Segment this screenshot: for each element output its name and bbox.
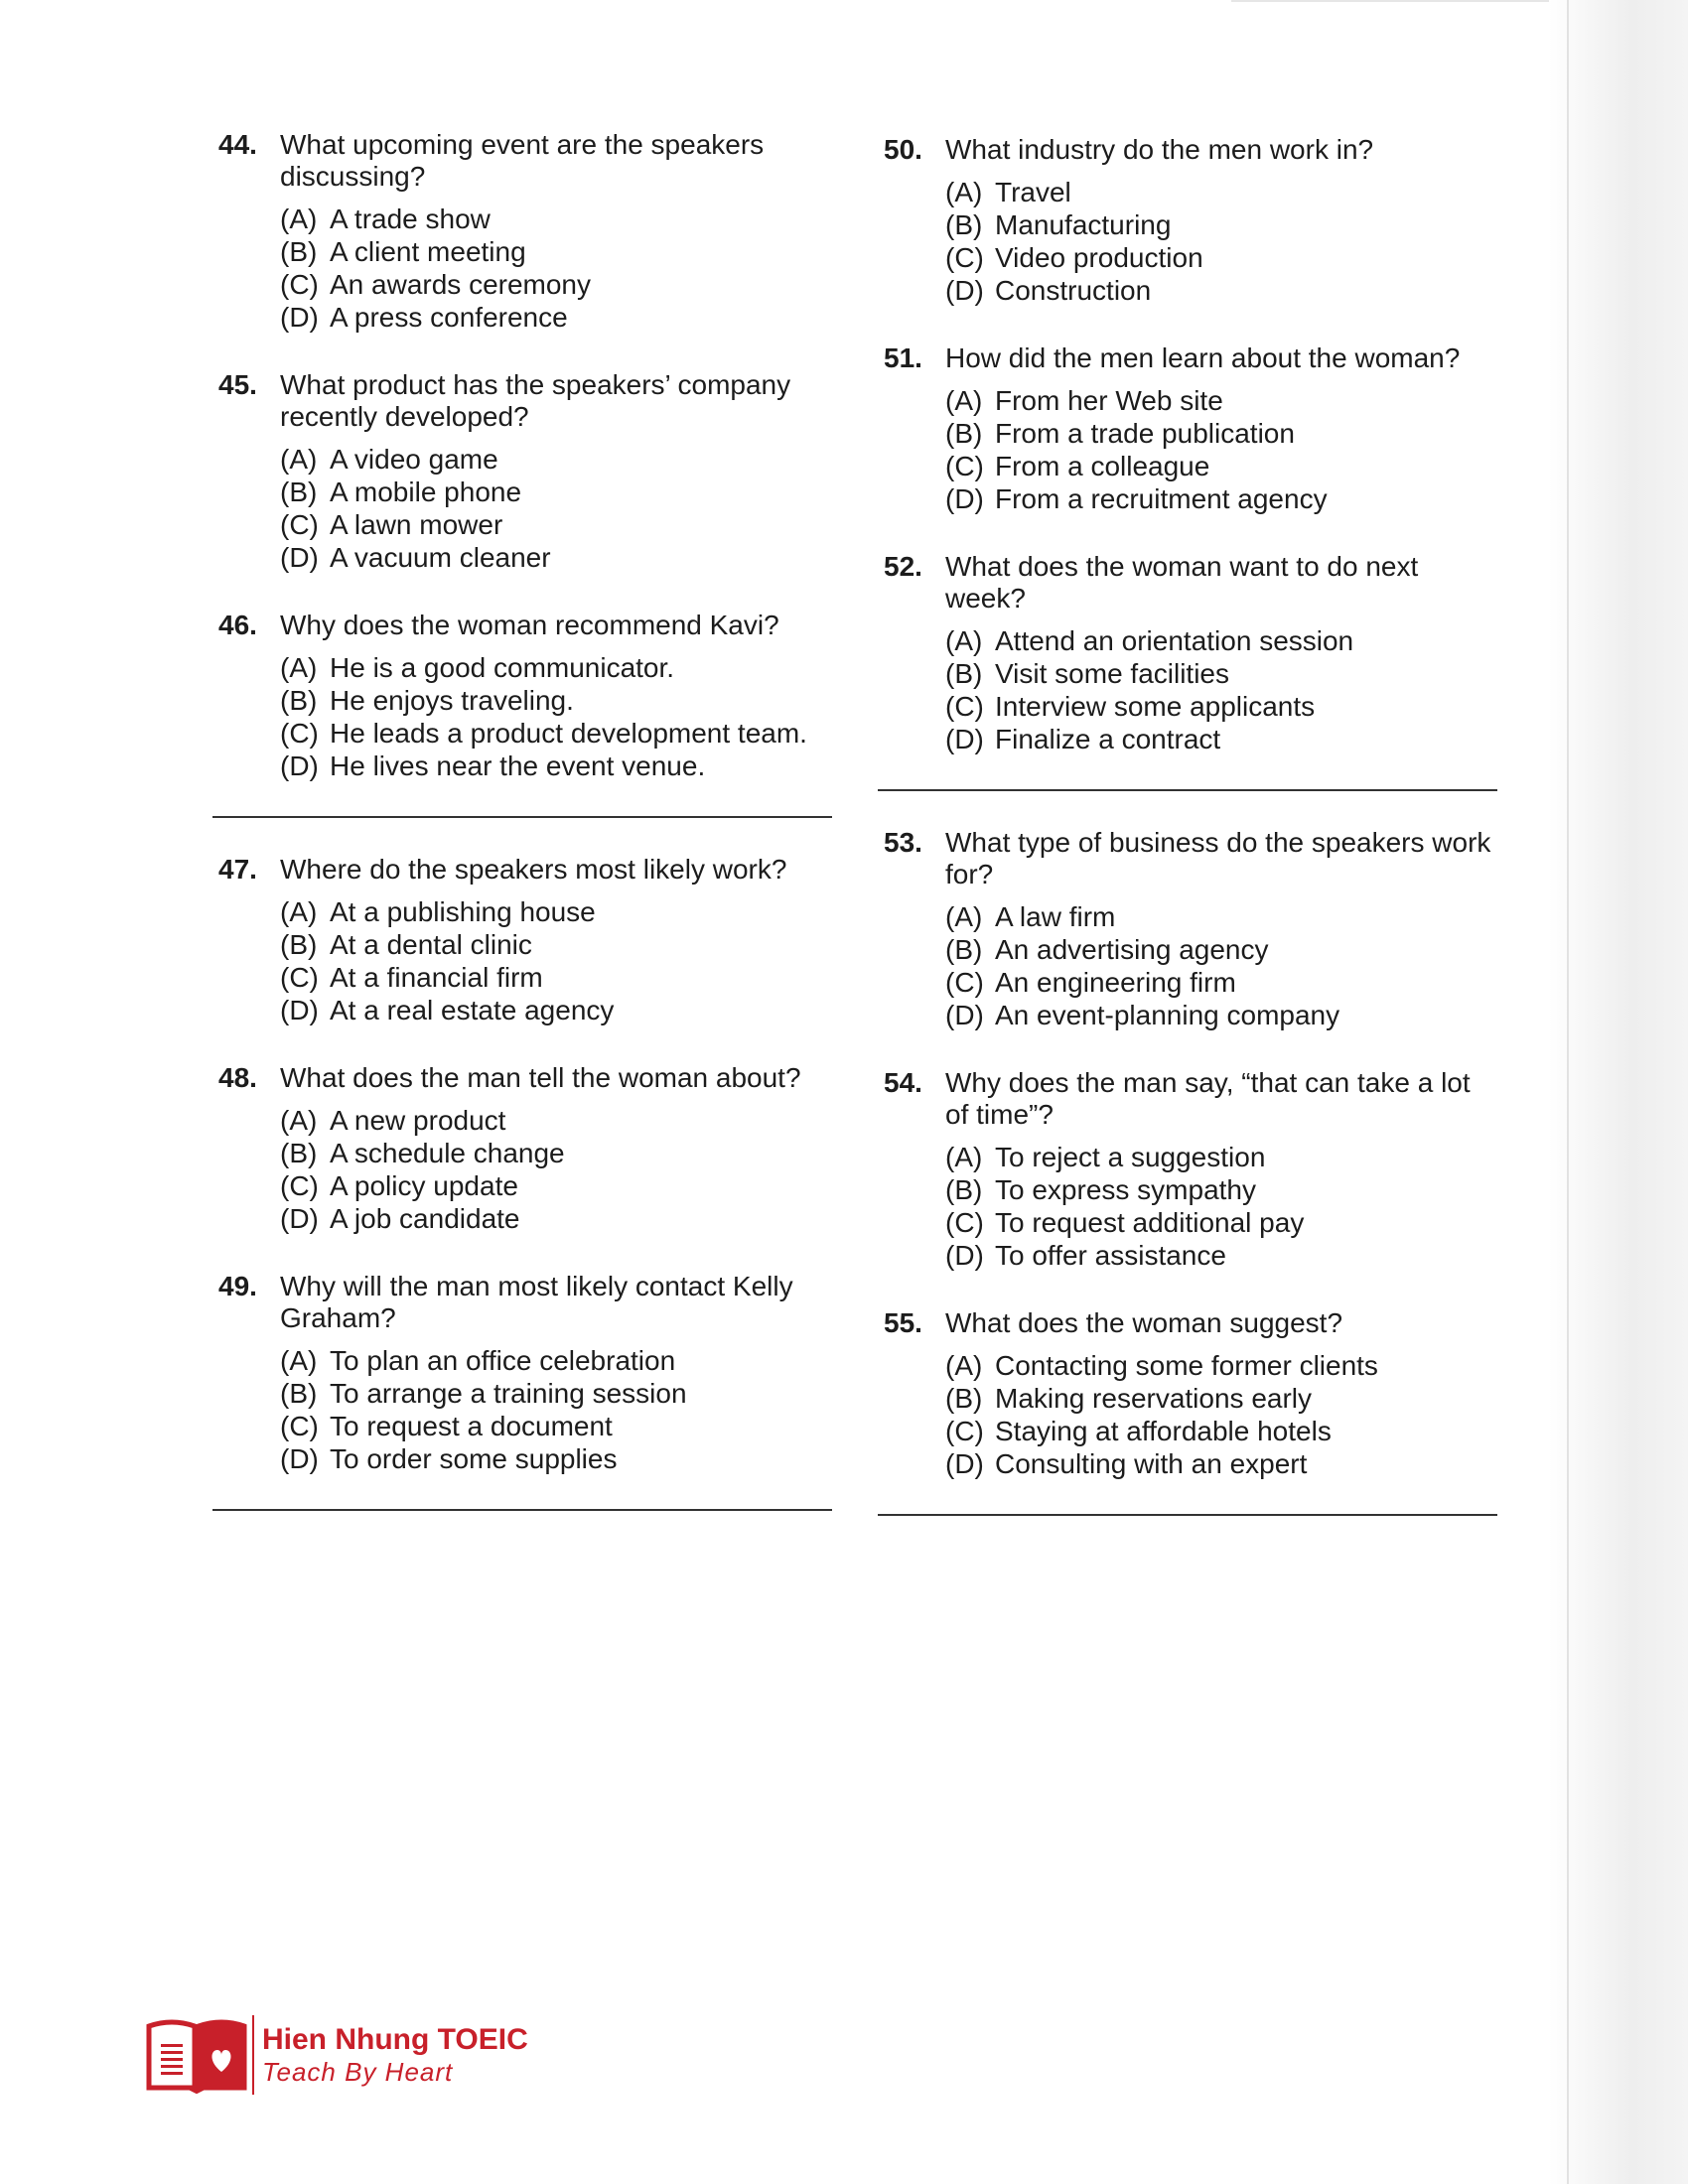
question-spacer	[884, 1272, 1499, 1307]
answer-option	[945, 208, 1499, 241]
answer-option	[945, 690, 1499, 723]
question-header	[884, 1067, 1499, 1131]
question-group	[884, 134, 1499, 755]
question	[218, 129, 834, 334]
answer-option	[280, 928, 834, 961]
question-spacer	[218, 334, 834, 369]
answer-option	[280, 717, 834, 750]
option-letter: (D)	[280, 995, 319, 1025]
question	[884, 827, 1499, 1031]
option-text: At a real estate agency	[330, 995, 615, 1025]
option-text: An event-planning company	[995, 1000, 1340, 1030]
answer-option	[280, 301, 834, 334]
brand-tagline: Teach By Heart	[262, 2057, 454, 2087]
answer-option	[945, 900, 1499, 933]
answer-option	[945, 450, 1499, 482]
option-text: To plan an office celebration	[330, 1345, 676, 1376]
answer-option	[280, 651, 834, 684]
section-divider	[212, 1509, 832, 1511]
option-letter: (B)	[280, 929, 318, 960]
option-text: A vacuum cleaner	[330, 542, 551, 573]
option-letter: (A)	[945, 901, 983, 932]
right-column	[884, 134, 1499, 1552]
option-text: He leads a product development team.	[330, 718, 807, 749]
option-letter: (A)	[280, 896, 318, 927]
question-text: Why does the woman recommend Kavi?	[280, 610, 779, 640]
option-text: An advertising agency	[995, 934, 1269, 965]
question	[884, 1307, 1499, 1480]
section-divider	[878, 1514, 1497, 1516]
question-group	[218, 854, 834, 1475]
option-letter: (C)	[280, 718, 319, 749]
option-letter: (B)	[280, 477, 318, 507]
answer-option	[945, 1447, 1499, 1480]
question-spacer	[884, 515, 1499, 551]
answer-option	[280, 443, 834, 476]
question	[884, 134, 1499, 307]
question-spacer	[884, 1031, 1499, 1067]
option-text: Visit some facilities	[995, 658, 1230, 689]
answer-option	[945, 723, 1499, 755]
option-text: From a recruitment agency	[995, 483, 1328, 514]
answer-options	[280, 895, 834, 1026]
option-letter: (D)	[945, 1448, 984, 1479]
answer-option	[945, 241, 1499, 274]
option-letter: (D)	[945, 724, 984, 754]
option-text: An engineering firm	[995, 967, 1236, 998]
question	[884, 1067, 1499, 1272]
option-text: At a financial firm	[330, 962, 543, 993]
option-letter: (A)	[945, 625, 983, 656]
answer-option	[945, 1382, 1499, 1415]
question-text: What product has the speakers’ company recently developed?	[280, 369, 791, 432]
option-letter: (A)	[280, 1105, 318, 1136]
question-spacer	[884, 307, 1499, 342]
question-text: Why will the man most likely contact Kelly Graham?	[280, 1271, 793, 1333]
option-text: A trade show	[330, 204, 491, 234]
answer-options	[280, 1344, 834, 1475]
question-number: 51.	[884, 342, 922, 373]
question	[884, 551, 1499, 755]
option-letter: (B)	[945, 1174, 983, 1205]
option-letter: (D)	[945, 483, 984, 514]
answer-option	[280, 1104, 834, 1137]
option-letter: (A)	[945, 1350, 983, 1381]
question-header	[218, 1271, 834, 1334]
option-letter: (D)	[945, 1000, 984, 1030]
option-letter: (C)	[945, 1207, 984, 1238]
brand-name: Hien Nhung TOEIC	[262, 2023, 528, 2056]
option-text: From a trade publication	[995, 418, 1295, 449]
option-text: From a colleague	[995, 451, 1210, 481]
question-number: 48.	[218, 1062, 257, 1093]
option-letter: (C)	[945, 242, 984, 273]
question-header	[218, 610, 834, 641]
option-letter: (C)	[280, 1411, 319, 1441]
option-text: A new product	[330, 1105, 506, 1136]
question-header	[218, 129, 834, 193]
question-text: What type of business do the speakers work for?	[945, 827, 1491, 889]
answer-option	[280, 750, 834, 782]
question-number: 46.	[218, 610, 257, 640]
option-letter: (A)	[280, 652, 318, 683]
scan-page-edge	[1549, 0, 1688, 2184]
answer-option	[945, 417, 1499, 450]
question	[218, 1271, 834, 1475]
question	[218, 369, 834, 574]
answer-option	[280, 1442, 834, 1475]
answer-option	[280, 961, 834, 994]
question-text: Why does the man say, “that can take a lot of time”?	[945, 1067, 1471, 1130]
option-letter: (A)	[945, 385, 983, 416]
option-text: To request additional pay	[995, 1207, 1305, 1238]
answer-option	[280, 268, 834, 301]
question-spacer	[218, 1235, 834, 1271]
option-text: Making reservations early	[995, 1383, 1313, 1414]
answer-options	[945, 1349, 1499, 1480]
question-text: How did the men learn about the woman?	[945, 342, 1461, 373]
answer-option	[280, 541, 834, 574]
answer-option	[280, 684, 834, 717]
question	[884, 342, 1499, 515]
answer-option	[945, 384, 1499, 417]
answer-options	[280, 203, 834, 334]
option-text: To order some supplies	[330, 1443, 618, 1474]
answer-option	[280, 895, 834, 928]
answer-option	[945, 933, 1499, 966]
answer-option	[280, 235, 834, 268]
answer-option	[945, 1141, 1499, 1173]
question-text: Where do the speakers most likely work?	[280, 854, 787, 885]
option-letter: (B)	[945, 658, 983, 689]
answer-option	[945, 624, 1499, 657]
option-letter: (B)	[280, 236, 318, 267]
question-text: What industry do the men work in?	[945, 134, 1374, 165]
option-text: From her Web site	[995, 385, 1223, 416]
question-number: 45.	[218, 369, 257, 400]
answer-option	[280, 476, 834, 508]
option-text: A mobile phone	[330, 477, 522, 507]
question-text: What does the woman want to do next week?	[945, 551, 1419, 614]
option-text: To offer assistance	[995, 1240, 1226, 1271]
option-text: He is a good communicator.	[330, 652, 675, 683]
question-header	[884, 134, 1499, 166]
brand-text	[262, 2023, 528, 2087]
answer-options	[945, 384, 1499, 515]
option-text: Video production	[995, 242, 1203, 273]
option-text: At a publishing house	[330, 896, 596, 927]
question-spacer	[218, 574, 834, 610]
option-letter: (A)	[280, 204, 318, 234]
option-letter: (B)	[280, 1138, 318, 1168]
option-text: A schedule change	[330, 1138, 565, 1168]
option-letter: (D)	[280, 1443, 319, 1474]
option-letter: (A)	[945, 177, 983, 207]
question	[218, 854, 834, 1026]
answer-option	[945, 176, 1499, 208]
option-text: Finalize a contract	[995, 724, 1221, 754]
option-letter: (B)	[280, 1378, 318, 1409]
option-text: A job candidate	[330, 1203, 520, 1234]
option-text: To arrange a training session	[330, 1378, 687, 1409]
answer-option	[280, 1137, 834, 1169]
option-letter: (C)	[280, 509, 319, 540]
question-group	[218, 129, 834, 782]
answer-options	[945, 900, 1499, 1031]
option-letter: (A)	[945, 1142, 983, 1172]
question-text: What does the man tell the woman about?	[280, 1062, 801, 1093]
option-letter: (B)	[945, 209, 983, 240]
answer-options	[945, 1141, 1499, 1272]
answer-option	[280, 1169, 834, 1202]
option-letter: (C)	[280, 1170, 319, 1201]
section-divider	[212, 816, 832, 818]
answer-option	[945, 274, 1499, 307]
question-header	[884, 342, 1499, 374]
section-divider	[878, 789, 1497, 791]
option-letter: (D)	[945, 1240, 984, 1271]
option-letter: (C)	[280, 269, 319, 300]
question-text: What upcoming event are the speakers discussing?	[280, 129, 765, 192]
option-letter: (A)	[280, 1345, 318, 1376]
answer-option	[945, 1415, 1499, 1447]
question-number: 44.	[218, 129, 257, 160]
book-heart-icon	[145, 2016, 248, 2094]
answer-options	[945, 176, 1499, 307]
question-number: 50.	[884, 134, 922, 165]
answer-option	[280, 1202, 834, 1235]
option-text: To express sympathy	[995, 1174, 1256, 1205]
question-header	[218, 369, 834, 433]
option-letter: (D)	[280, 751, 319, 781]
left-column	[218, 129, 834, 1547]
answer-option	[280, 994, 834, 1026]
answer-options	[280, 651, 834, 782]
answer-option	[945, 657, 1499, 690]
question-number: 47.	[218, 854, 257, 885]
question-text: What does the woman suggest?	[945, 1307, 1343, 1338]
answer-options	[280, 1104, 834, 1235]
question-number: 52.	[884, 551, 922, 582]
option-letter: (C)	[945, 691, 984, 722]
option-text: Manufacturing	[995, 209, 1172, 240]
option-text: At a dental clinic	[330, 929, 532, 960]
answer-option	[945, 1206, 1499, 1239]
option-text: Construction	[995, 275, 1152, 306]
answer-option	[945, 999, 1499, 1031]
option-text: He lives near the event venue.	[330, 751, 706, 781]
option-letter: (B)	[945, 418, 983, 449]
option-text: A video game	[330, 444, 498, 475]
option-letter: (D)	[280, 1203, 319, 1234]
answer-option	[280, 508, 834, 541]
option-text: Contacting some former clients	[995, 1350, 1378, 1381]
question	[218, 610, 834, 782]
question-header	[884, 827, 1499, 890]
question-number: 53.	[884, 827, 922, 858]
option-text: Staying at affordable hotels	[995, 1416, 1332, 1446]
logo-divider	[252, 2015, 254, 2095]
option-letter: (A)	[280, 444, 318, 475]
option-letter: (C)	[280, 962, 319, 993]
brand-logo	[145, 2015, 528, 2095]
answer-option	[945, 1349, 1499, 1382]
answer-options	[945, 624, 1499, 755]
answer-option	[945, 482, 1499, 515]
option-text: Consulting with an expert	[995, 1448, 1308, 1479]
option-text: A law firm	[995, 901, 1116, 932]
option-text: An awards ceremony	[330, 269, 592, 300]
option-letter: (D)	[280, 542, 319, 573]
answer-option	[280, 203, 834, 235]
option-letter: (C)	[945, 451, 984, 481]
answer-option	[280, 1377, 834, 1410]
option-text: Attend an orientation session	[995, 625, 1354, 656]
option-text: A lawn mower	[330, 509, 503, 540]
question-spacer	[218, 1026, 834, 1062]
answer-option	[945, 1239, 1499, 1272]
option-letter: (C)	[945, 1416, 984, 1446]
question	[218, 1062, 834, 1235]
option-letter: (D)	[945, 275, 984, 306]
option-text: A client meeting	[330, 236, 526, 267]
option-text: A policy update	[330, 1170, 518, 1201]
question-number: 55.	[884, 1307, 922, 1338]
question-group	[884, 827, 1499, 1480]
option-letter: (D)	[280, 302, 319, 333]
answer-option	[280, 1410, 834, 1442]
question-header	[884, 551, 1499, 614]
option-text: To reject a suggestion	[995, 1142, 1266, 1172]
question-number: 49.	[218, 1271, 257, 1301]
option-text: He enjoys traveling.	[330, 685, 574, 716]
option-letter: (C)	[945, 967, 984, 998]
question-header	[218, 1062, 834, 1094]
question-number: 54.	[884, 1067, 922, 1098]
option-text: Travel	[995, 177, 1071, 207]
answer-option	[945, 966, 1499, 999]
answer-option	[280, 1344, 834, 1377]
answer-option	[945, 1173, 1499, 1206]
option-text: A press conference	[330, 302, 568, 333]
option-text: Interview some applicants	[995, 691, 1316, 722]
option-text: To request a document	[330, 1411, 613, 1441]
question-header	[218, 854, 834, 886]
option-letter: (B)	[945, 934, 983, 965]
option-letter: (B)	[280, 685, 318, 716]
question-header	[884, 1307, 1499, 1339]
answer-options	[280, 443, 834, 574]
option-letter: (B)	[945, 1383, 983, 1414]
